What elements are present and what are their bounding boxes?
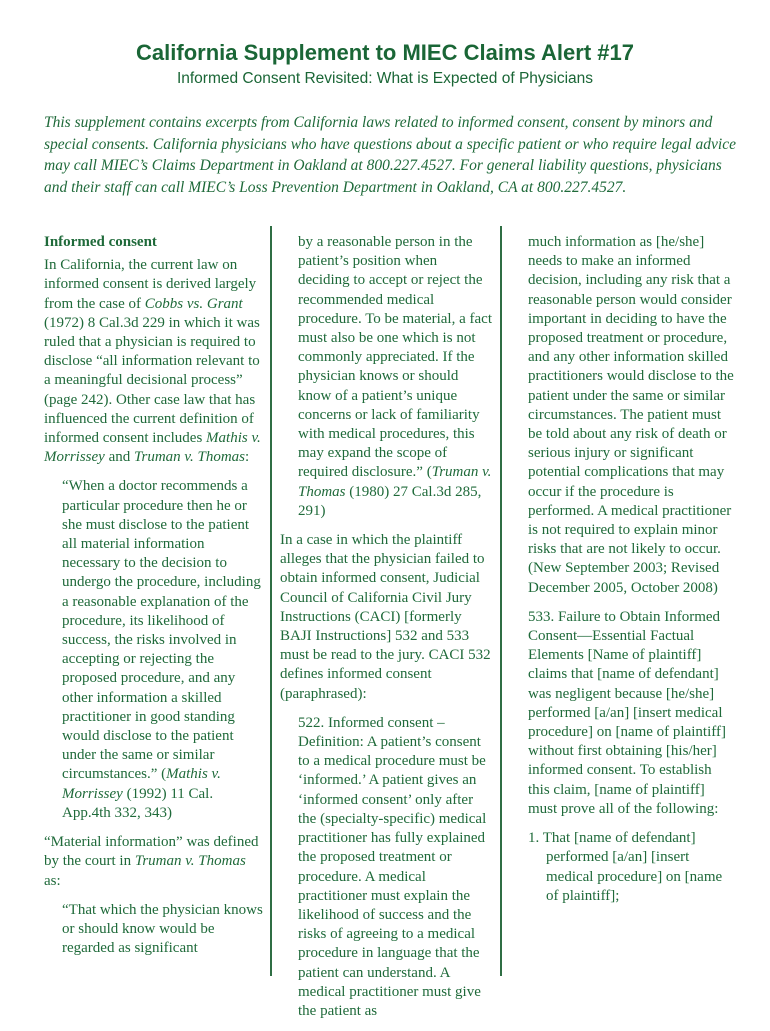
block-quote: by a reasonable person in the patient’s position when deciding to accept or reject the recommended medical procedure. To be material, a fact must also be one which is not commonly appreciated. If the physician knows or should know of a patient’s unique concerns or lack of familiarity with medical procedures, this may expand the scope of required disclosure.” (Truman v. Thomas (1980) 27 Cal.3d 285, 291) xyxy=(298,234,492,519)
column-divider-1 xyxy=(270,226,272,976)
paragraph: much information as [he/she] needs to make an informed decision, including any risk that a reasonable person would consider important in deciding to have the proposed treatment or procedure, and any other information skilled practitioners would disclose to the patient under the same or similar circumstances. The patient must be told about any risk of death or serious injury or significant potential complications that may occur if the procedure is performed. A medical practitioner is not required to explain minor risks that are not likely to occur. (New September 2003; Revised December 2005, October 2008) xyxy=(528,234,734,596)
block-quote: 522. Informed consent – Definition: A patient’s consent to a medical procedure must be ‘informed.’ A patient gives an ‘informed consent’ only after the (specialty-specific) medical practitioner has fully explained the proposed treatment or procedure. A medical practitioner must explain the likelihood of success and the risks of agreeing to a medical procedure in language that the patient can understand. A medical practitioner must give the patient as xyxy=(298,714,487,1019)
block-quote: “That which the physician knows or should know would be regarded as significant xyxy=(62,901,263,957)
column-1 xyxy=(44,233,264,968)
column-2 xyxy=(280,233,492,1031)
paragraph: In a case in which the plaintiff alleges that the physician failed to obtain informed consent, Judicial Council of California Civil Jury Instructions (CACI) [formerly BAJI Instructions] 532 and 533 must be read to the jury. CACI 532 defines informed consent (paraphrased): xyxy=(280,532,491,702)
list-item: 1. That [name of defendant] performed [a/an] [insert medical procedure] on [name of plaintiff]; xyxy=(528,830,723,904)
block-quote: “When a doctor recommends a particular procedure then he or she must disclose to the patient all material information necessary to the decision to undergo the procedure, including a reasonable explanation of the procedure, its likelihood of success, the risks involved in accepting or rejecting the proposed procedure, and any other information a skilled practitioner in good standing would disclose to the patient under the same or similar circumstances.” (Mathis v. Morrissey (1992) 11 Cal. App.4th 332, 343) xyxy=(62,478,261,821)
intro-paragraph: This supplement contains excerpts from California laws related to informed consent, consent by minors and special consents. California physicians who have questions about a specific patient or who require legal advice may call MIEC’s Claims Department in Oakland at 800.227.4527. For general liability questions, physicians and their staff can call MIEC’s Loss Prevention Department in Oakland, CA at 800.227.4527. xyxy=(44,114,736,196)
paragraph: 533. Failure to Obtain Informed Consent—Essential Factual Elements [Name of plaintiff] claims that [name of defendant] was negligent because [he/she] performed [a/an] [insert medical procedure] on [name of plaintiff] without first obtaining [his/her] informed consent. To establish this claim, [name of plaintiff] must prove all of the following: xyxy=(528,608,726,817)
paragraph: In California, the current law on informed consent is derived largely from the case of Cobbs vs. Grant (1972) 8 Cal.3d 229 in which it was ruled that a physician is required to disclose “all information relevant to a meaningful decisional process” (page 242). Other case law that has influenced the current definition of informed consent includes Mathis v. Morrissey and Truman v. Thomas: xyxy=(44,257,261,466)
paragraph: “Material information” was defined by the court in Truman v. Thomas as: xyxy=(44,834,259,889)
column-3 xyxy=(528,233,734,916)
page-title: California Supplement to MIEC Claims Alert #17 xyxy=(136,40,634,65)
column-divider-2 xyxy=(500,226,502,976)
page-subtitle: Informed Consent Revisited: What is Expected of Physicians xyxy=(176,70,594,87)
section-heading: Informed consent xyxy=(44,234,157,250)
